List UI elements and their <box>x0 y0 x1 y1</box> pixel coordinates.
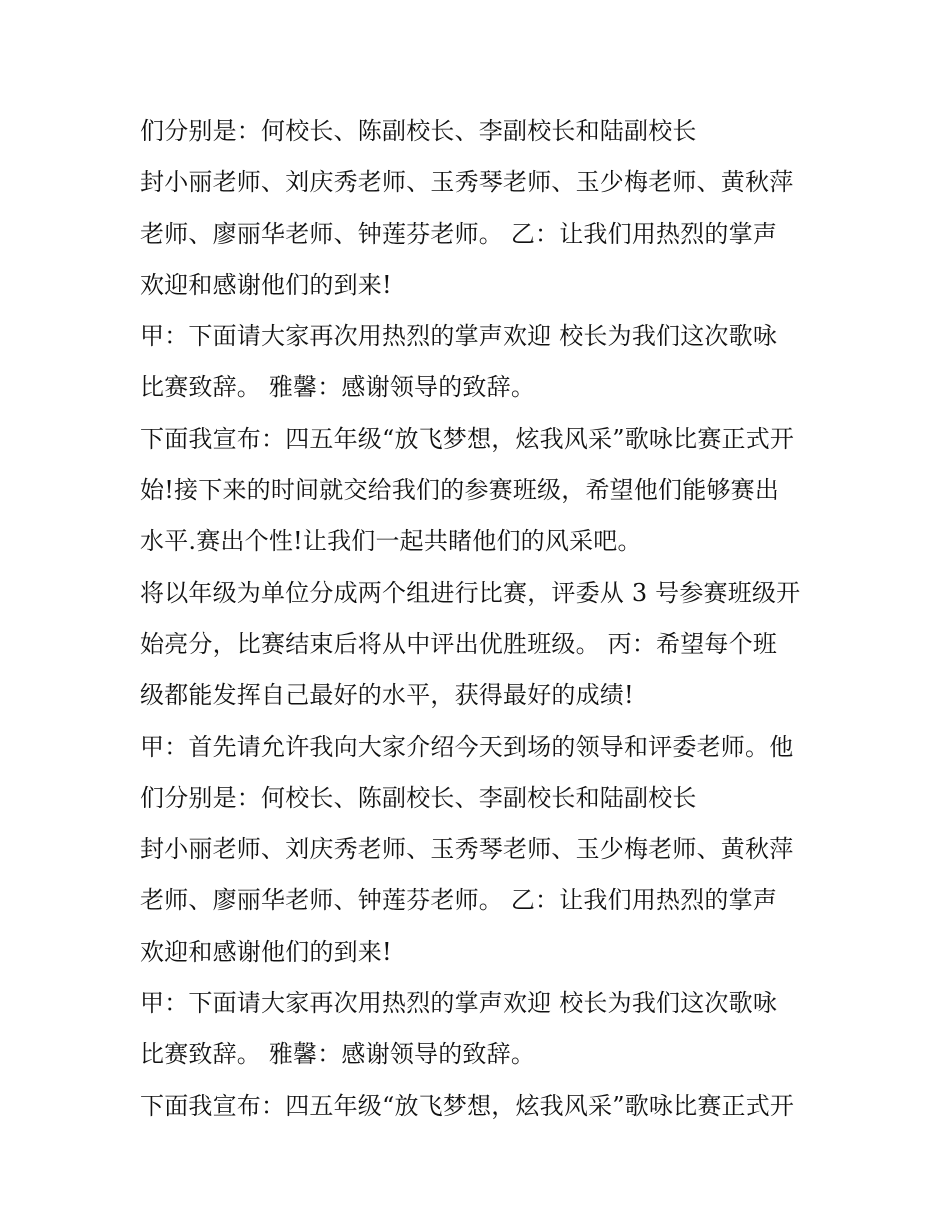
text-line: 始亮分，比赛结束后将从中评出优胜班级。 丙：希望每个班 <box>140 629 778 658</box>
text-line: 始!接下来的时间就交给我们的参赛班级，希望他们能够赛出 <box>140 476 780 505</box>
text-line: 比赛致辞。 雅馨：感谢领导的致辞。 <box>140 1040 536 1069</box>
text-line: 下面我宣布：四五年级“放飞梦想，炫我风采”歌咏比赛正式开 <box>140 1091 795 1120</box>
text-line: 下面我宣布：四五年级“放飞梦想，炫我风采”歌咏比赛正式开 <box>140 424 795 453</box>
text-line: 甲：下面请大家再次用热烈的掌声欢迎 校长为我们这次歌咏 <box>140 989 778 1018</box>
text-line: 封小丽老师、刘庆秀老师、玉秀琴老师、玉少梅老师、黄秋萍 <box>140 835 794 864</box>
text-line: 老师、廖丽华老师、钟莲芬老师。 乙：让我们用热烈的掌声 <box>140 886 778 915</box>
text-line: 水平.赛出个性!让我们一起共睹他们的风采吧。 <box>140 527 642 556</box>
text-line: 封小丽老师、刘庆秀老师、玉秀琴老师、玉少梅老师、黄秋萍 <box>140 168 794 197</box>
text-line: 甲：首先请允许我向大家介绍今天到场的领导和评委老师。他 <box>140 732 794 761</box>
text-line: 级都能发挥自己最好的水平，获得最好的成绩! <box>140 681 634 710</box>
text-line: 老师、廖丽华老师、钟莲芬老师。 乙：让我们用热烈的掌声 <box>140 219 778 248</box>
document-body <box>140 106 830 1132</box>
text-line: 们分别是：何校长、陈副校长、李副校长和陆副校长 <box>140 117 697 145</box>
text-line: 们分别是：何校长、陈副校长、李副校长和陆副校长 <box>140 783 697 812</box>
text-line: 欢迎和感谢他们的到来! <box>140 937 392 966</box>
text-line: 甲：下面请大家再次用热烈的掌声欢迎 校长为我们这次歌咏 <box>140 322 778 351</box>
text-line: 比赛致辞。 雅馨：感谢领导的致辞。 <box>140 373 536 402</box>
text-line: 将以年级为单位分成两个组进行比赛，评委从 3 号参赛班级开 <box>140 578 801 607</box>
text-line: 欢迎和感谢他们的到来! <box>140 270 392 299</box>
